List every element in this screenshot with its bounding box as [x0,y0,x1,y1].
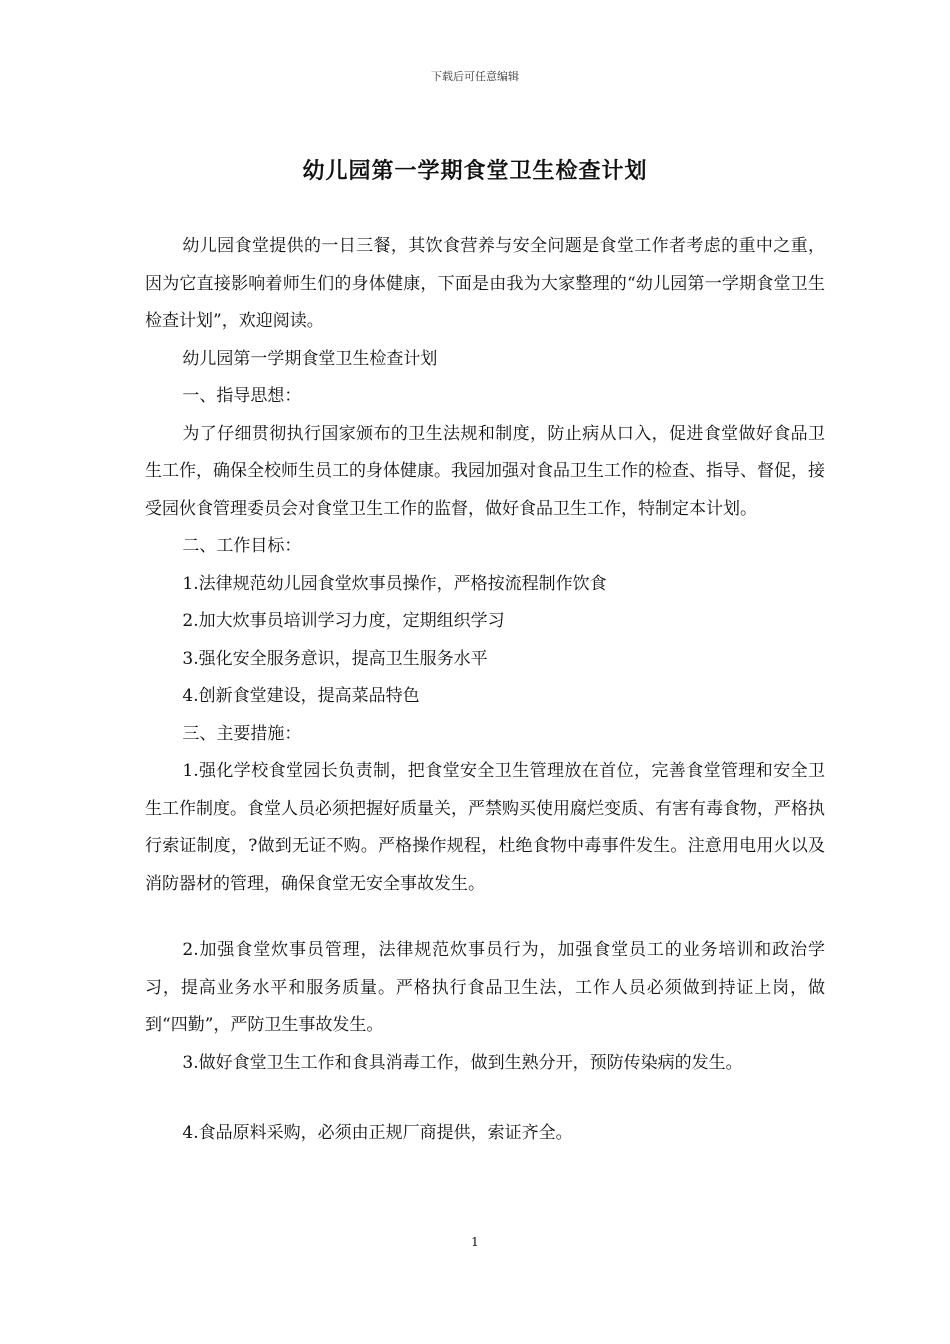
section-heading-work-goals: 二、工作目标： [182,536,302,556]
page-number: 1 [471,1235,479,1249]
goal-item-4: 4.创新食堂建设，提高菜品特色 [182,686,420,706]
measure-item-1: 1.强化学校食堂园长负责制，把食堂安全卫生管理放在首位，完善食堂管理和安全卫生工作制度。食堂人员必须把握好质量关，严禁购买使用腐烂变质、有害有毒食物，严格执行索证制度，?做到无证不购。严格操作规程，杜绝食物中毒事件发生。注意用电用火以及消防器材的管理，确保食堂无安全事故发生。 [145,761,825,894]
guiding-thought-paragraph: 为了仔细贯彻执行国家颁布的卫生法规和制度，防止病从口入，促进食堂做好食品卫生工作，确保全校师生员工的身体健康。我园加强对食品卫生工作的检查、指导、督促，接受园伙食管理委员会对食堂卫生工作的监督，做好食品卫生工作，特制定本计划。 [145,423,825,519]
goal-item-1: 1.法律规范幼儿园食堂炊事员操作，严格按流程制作饮食 [182,573,607,594]
measure-item-4: 4.食品原料采购，必须由正规厂商提供，索证齐全。 [182,1123,573,1143]
subtitle-paragraph: 幼儿园第一学期食堂卫生检查计划 [182,348,438,369]
intro-paragraph: 幼儿园食堂提供的一日三餐，其饮食营养与安全问题是食堂工作者考虑的重中之重，因为它直接影响着师生们的身体健康，下面是由我为大家整理的“幼儿园第一学期食堂卫生检查计划”，欢迎阅读。 [145,236,825,331]
goal-item-3: 3.强化安全服务意识，提高卫生服务水平 [182,648,488,669]
document-title: 幼儿园第一学期食堂卫生检查计划 [302,158,648,184]
document-body [145,228,825,1153]
measure-item-2: 2.加强食堂炊事员管理，法律规范炊事员行为，加强食堂员工的业务培训和政治学习，提高业务水平和服务质量。严格执行食品卫生法，工作人员必须做到持证上岗，做到“四勤”，严防卫生事故发生。 [145,940,825,1035]
section-heading-main-measures: 三、主要措施： [182,723,302,744]
goal-item-2: 2.加大炊事员培训学习力度，定期组织学习 [182,611,505,631]
measure-item-3: 3.做好食堂卫生工作和食具消毒工作，做到生熟分开，预防传染病的发生。 [182,1052,743,1073]
header-note: 下载后可任意编辑 [431,70,519,83]
section-heading-guiding-thought: 一、指导思想： [182,386,302,406]
